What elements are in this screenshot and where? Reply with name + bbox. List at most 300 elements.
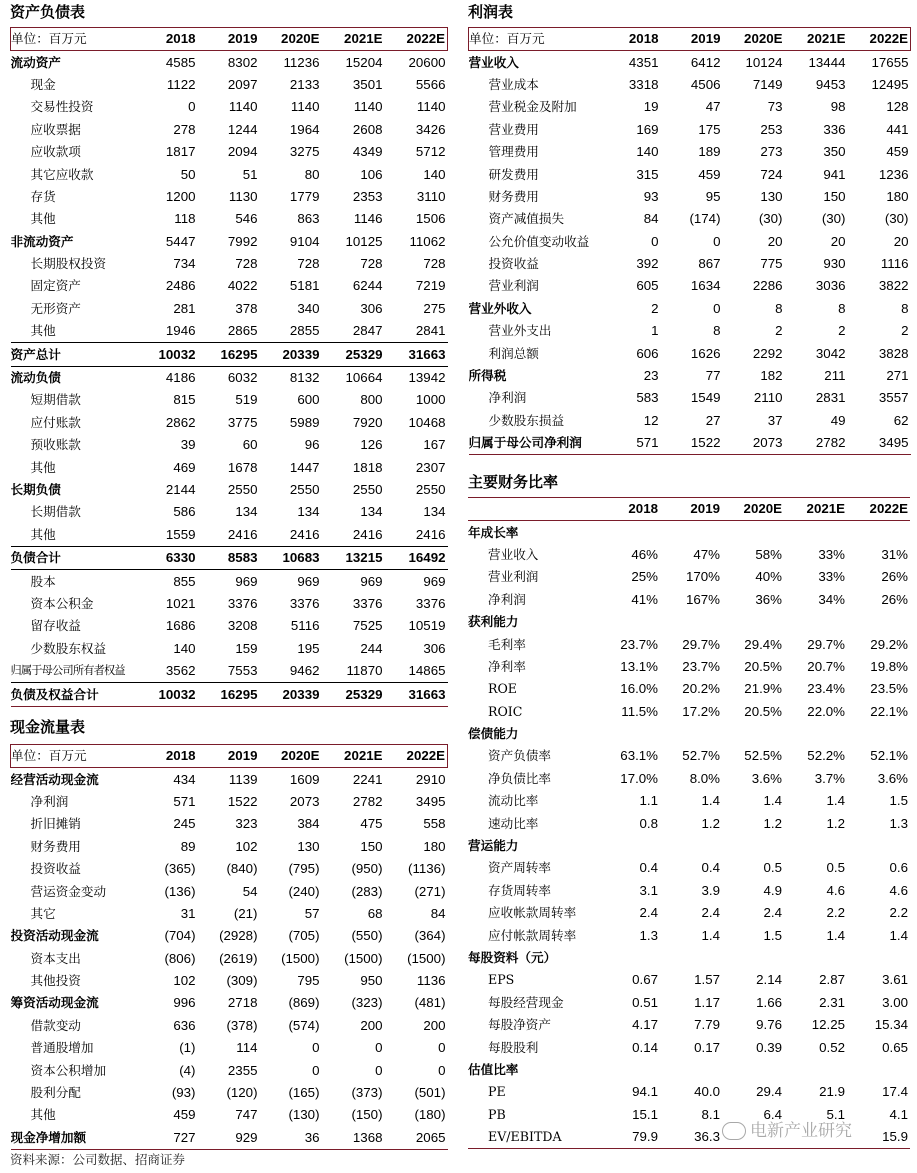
cell-value: 20: [830, 233, 846, 249]
cell-value: 10519: [408, 618, 446, 634]
cell-value: 180: [886, 188, 909, 204]
cell-value: 571: [599, 432, 661, 455]
cell-value: [660, 1059, 722, 1081]
table-row: [11, 1037, 448, 1059]
cell-value: 1.4: [826, 793, 845, 809]
cell-value: 3828: [878, 345, 909, 361]
cell-value: 3775: [227, 414, 258, 430]
cell-value: 84: [430, 905, 446, 921]
cell-value: 1559: [165, 526, 196, 542]
cell-value: 29.4%: [744, 636, 782, 652]
cell-value: 0.39: [756, 1039, 782, 1055]
cell-value: (950): [351, 861, 383, 877]
year-header: 2019: [198, 28, 260, 51]
table-row: [11, 434, 448, 456]
row-label: 速动比率: [488, 815, 539, 831]
cell-value: 1.5: [763, 927, 782, 943]
cell-value: 102: [235, 838, 258, 854]
year-header: 2021E: [785, 28, 848, 51]
cell-value: 11.5%: [621, 703, 658, 719]
year-header: 2018: [136, 745, 198, 768]
row-label: 长期股权投资: [30, 256, 107, 272]
cell-value: 1946: [165, 323, 196, 339]
cell-value: 2782: [352, 793, 383, 809]
table-row: [11, 163, 448, 185]
cell-value: 52.1%: [870, 748, 908, 764]
cell-value: 3822: [878, 278, 909, 294]
cell-value: 25%: [631, 569, 658, 585]
year-header: 2018: [136, 28, 198, 51]
table-row: [11, 231, 448, 253]
cell-value: (283): [351, 883, 383, 899]
row-label: 净利润: [30, 793, 69, 809]
cell-value: 2831: [815, 390, 846, 406]
table-row: [468, 678, 910, 700]
row-label: 偿债能力: [468, 726, 519, 742]
cell-value: [722, 611, 784, 633]
year-header: 2018: [598, 498, 660, 521]
cell-value: 2782: [785, 432, 848, 455]
unit-label: 单位：百万元: [11, 28, 136, 51]
row-label: 营业收入: [468, 54, 519, 70]
table-row: [11, 791, 448, 813]
table-row: [469, 298, 911, 320]
cell-value: 558: [423, 816, 446, 832]
year-header: 2021E: [322, 28, 385, 51]
cell-value: 2.2: [826, 905, 845, 921]
table-row: [11, 479, 448, 501]
row-label: 年成长率: [468, 524, 519, 540]
cell-value: [598, 835, 660, 857]
cell-value: (795): [288, 861, 320, 877]
cell-value: 459: [886, 144, 909, 160]
cell-value: 77: [705, 368, 721, 384]
cell-value: 8302: [227, 54, 258, 70]
cell-value: 39: [180, 437, 196, 453]
table-row: [469, 432, 911, 455]
row-label: 研发费用: [488, 166, 539, 182]
cell-value: (704): [164, 928, 196, 944]
cell-value: (2619): [219, 950, 258, 966]
cell-value: 140: [173, 640, 196, 656]
cell-value: 8583: [198, 546, 260, 569]
cell-value: 1.4: [701, 927, 720, 943]
cell-value: 930: [823, 256, 846, 272]
cell-value: 1549: [690, 390, 721, 406]
year-header: 2022E: [848, 28, 911, 51]
cell-value: 29.7%: [807, 636, 845, 652]
cell-value: 4.1: [889, 1106, 908, 1122]
cell-value: (365): [164, 861, 196, 877]
cell-value: 15.1: [632, 1106, 658, 1122]
cell-value: 1686: [165, 618, 196, 634]
cell-value: 40%: [755, 569, 782, 585]
year-header: 2019: [198, 745, 260, 768]
row-label: 长期借款: [30, 504, 81, 520]
cell-value: 728: [297, 256, 320, 272]
cell-value: 571: [173, 793, 196, 809]
cell-value: 3495: [415, 793, 446, 809]
cell-value: 140: [636, 144, 659, 160]
table-row: [11, 51, 448, 74]
cell-value: 13215: [322, 546, 385, 569]
cell-value: 969: [423, 573, 446, 589]
table-row: [468, 857, 910, 879]
cell-value: (309): [226, 973, 258, 989]
row-label: 营业利润: [488, 278, 539, 294]
cell-value: 200: [423, 1017, 446, 1033]
cell-value: 2550: [415, 482, 446, 497]
cell-value: 2550: [227, 482, 258, 497]
cell-value: 1236: [878, 166, 909, 182]
cell-value: 5712: [415, 144, 446, 160]
cell-value: 728: [360, 256, 383, 272]
table-row: [11, 501, 448, 523]
cell-value: 50: [180, 166, 196, 182]
cell-value: [660, 835, 722, 857]
cell-value: 4186: [165, 370, 196, 386]
cell-value: 106: [360, 166, 383, 182]
cell-value: 29.4: [756, 1084, 782, 1100]
cell-value: 60: [242, 437, 258, 453]
table-row: [468, 812, 910, 834]
cell-value: (1136): [408, 861, 446, 877]
cell-value: 33%: [818, 546, 845, 562]
cell-value: 102: [173, 973, 196, 989]
row-label: 留存收益: [30, 618, 81, 634]
cell-value: 12: [643, 412, 659, 428]
cell-value: 1.1: [639, 793, 658, 809]
table-row: [11, 366, 448, 389]
table-row: [469, 253, 911, 275]
row-label: 资产总计: [11, 343, 136, 366]
row-label: 投资收益: [488, 256, 539, 272]
cell-value: (180): [414, 1107, 446, 1123]
row-label: 应付账款: [30, 414, 81, 430]
row-label: 固定资产: [30, 278, 81, 294]
cell-value: 16295: [198, 343, 260, 366]
cell-value: (1500): [281, 950, 320, 966]
cell-value: 546: [235, 211, 258, 227]
row-label: 净利润: [488, 390, 527, 406]
cell-value: 0.5: [826, 860, 845, 876]
cell-value: 25329: [322, 343, 385, 366]
cell-value: 2.2: [889, 905, 908, 921]
row-label: 其它应收款: [30, 166, 94, 182]
cell-value: 3376: [289, 595, 320, 611]
cell-value: 2862: [165, 414, 196, 430]
cell-value: 3426: [415, 121, 446, 137]
cell-value: 62: [893, 412, 909, 428]
cell-value: 26%: [881, 591, 908, 607]
table-row: [468, 768, 910, 790]
cell-value: 950: [360, 973, 383, 989]
table-row: [11, 615, 448, 637]
row-label: 无形资产: [30, 300, 81, 316]
cell-value: 14865: [408, 663, 446, 679]
cell-value: 306: [360, 300, 383, 316]
row-label: 筹资活动现金流: [10, 995, 99, 1011]
cell-value: 867: [698, 256, 721, 272]
cell-value: 1368: [322, 1127, 385, 1150]
row-label: ROE: [488, 681, 518, 697]
table-row: [11, 813, 448, 835]
cell-value: 15.9: [847, 1126, 910, 1149]
cell-value: 10683: [260, 546, 322, 569]
cell-value: 2608: [352, 121, 383, 137]
table-row: [468, 611, 910, 633]
cell-value: 0: [375, 1040, 383, 1056]
cell-value: 855: [173, 573, 196, 589]
cell-value: 2110: [753, 390, 783, 406]
cell-value: 11236: [283, 54, 320, 70]
cell-value: (4): [179, 1062, 196, 1078]
cell-value: (30): [758, 211, 783, 227]
year-header: 2022E: [385, 745, 448, 768]
row-label: 非流动资产: [10, 233, 74, 249]
cell-value: 41%: [631, 591, 658, 607]
cell-value: 4.6: [826, 882, 845, 898]
cell-value: 3.1: [639, 882, 658, 898]
row-label: 所得税: [468, 368, 507, 384]
cell-value: 23: [643, 368, 659, 384]
cell-value: 22.0%: [807, 703, 845, 719]
cell-value: 1000: [415, 392, 446, 408]
cell-value: 12495: [871, 76, 909, 92]
table-row: [469, 365, 911, 387]
cell-value: 29.7%: [682, 636, 720, 652]
cell-value: 93: [643, 188, 659, 204]
cell-value: 2550: [352, 482, 383, 497]
cell-value: 2: [775, 323, 783, 339]
year-header: 2019: [661, 28, 723, 51]
row-label: 净利润: [488, 591, 526, 607]
cell-value: 2133: [289, 76, 320, 92]
row-label: 管理费用: [488, 144, 539, 160]
cell-value: 996: [173, 995, 196, 1011]
table-row: [11, 925, 448, 947]
table-row: [469, 275, 911, 297]
cell-value: (364): [414, 928, 446, 944]
table-row: [11, 1082, 448, 1104]
cell-value: (2928): [219, 928, 258, 944]
cell-value: 73: [767, 99, 783, 115]
cell-value: [847, 611, 910, 633]
cell-value: 7920: [352, 414, 383, 430]
cell-value: (271): [414, 883, 446, 899]
cell-value: 969: [297, 573, 320, 589]
balance-sheet-title: 资产负债表: [10, 3, 86, 21]
cell-value: 84: [643, 211, 659, 227]
cell-value: 378: [235, 300, 258, 316]
cell-value: 3208: [227, 618, 258, 634]
cell-value: (130): [288, 1107, 320, 1123]
row-label: 应付帐款周转率: [488, 927, 577, 943]
cell-value: 600: [297, 392, 320, 408]
cell-value: 27: [705, 412, 721, 428]
cell-value: 278: [173, 121, 196, 137]
cell-value: 3036: [815, 278, 846, 294]
unit-label: 单位：百万元: [469, 28, 599, 51]
cell-value: [847, 723, 910, 745]
row-label: 营业收入: [488, 546, 539, 562]
cell-value: 3495: [848, 432, 911, 455]
row-label: 营业利润: [488, 569, 539, 585]
table-row: [468, 969, 910, 991]
cell-value: (501): [414, 1085, 446, 1101]
cell-value: 0: [375, 1062, 383, 1078]
cell-value: (840): [226, 861, 258, 877]
cell-value: [722, 723, 784, 745]
cell-value: 3376: [415, 595, 446, 611]
cell-value: 7992: [227, 233, 258, 249]
row-label: 营业费用: [488, 121, 539, 137]
table-row: [11, 389, 448, 411]
cell-value: 134: [235, 504, 258, 520]
cell-value: 281: [173, 300, 196, 316]
cell-value: 20339: [260, 343, 322, 366]
cell-value: 1634: [690, 278, 721, 294]
row-label: 存货: [30, 188, 56, 204]
cell-value: 128: [886, 99, 909, 115]
cell-value: [598, 611, 660, 633]
cell-value: (705): [288, 928, 320, 944]
cell-value: 96: [304, 437, 320, 453]
cell-value: 15.34: [874, 1017, 908, 1033]
cell-value: 159: [235, 640, 258, 656]
table-row: [11, 880, 448, 902]
row-label: 每股经营现金: [488, 994, 564, 1010]
cell-value: 40.0: [694, 1084, 720, 1100]
cell-value: 49: [830, 412, 846, 428]
row-label: 应收票据: [30, 121, 81, 137]
cell-value: 29.2%: [870, 636, 908, 652]
cell-value: (574): [288, 1017, 320, 1033]
cell-value: 2353: [352, 188, 383, 204]
row-label: 少数股东权益: [30, 640, 107, 656]
cell-value: 2865: [227, 323, 258, 339]
cell-value: [598, 521, 660, 544]
cell-value: 969: [235, 573, 258, 589]
row-label: 估值比率: [468, 1061, 519, 1077]
cell-value: 2286: [752, 278, 783, 294]
cell-value: 1447: [289, 459, 320, 475]
cell-value: 19: [643, 99, 659, 115]
cell-value: 10032: [136, 343, 198, 366]
cell-value: 3376: [227, 595, 258, 611]
cell-value: 275: [423, 300, 446, 316]
table-row: [468, 745, 910, 767]
cell-value: 1130: [228, 188, 258, 204]
cell-value: 20: [767, 233, 783, 249]
cell-value: 94.1: [632, 1084, 658, 1100]
header-row: [11, 28, 448, 51]
cell-value: 31%: [881, 546, 908, 562]
cell-value: 8: [901, 300, 909, 316]
row-label: 资产负债率: [488, 748, 551, 764]
cell-value: 17.4: [882, 1084, 908, 1100]
table-row: [11, 96, 448, 118]
cell-value: 3275: [289, 144, 320, 160]
cell-value: 2073: [289, 793, 320, 809]
row-label: 资本支出: [30, 950, 81, 966]
cell-value: 23.5%: [870, 681, 908, 697]
row-label: 投资活动现金流: [10, 928, 99, 944]
year-header: 2021E: [322, 745, 385, 768]
cell-value: 747: [235, 1107, 258, 1123]
ratios-table: [468, 497, 910, 1149]
cell-value: 2: [651, 300, 659, 316]
cell-value: 2: [838, 323, 846, 339]
table-row: [11, 186, 448, 208]
cell-value: 2292: [752, 345, 783, 361]
cell-value: 1021: [165, 595, 196, 611]
table-row: [469, 387, 911, 409]
row-label: 每股净资产: [488, 1017, 551, 1033]
cell-value: 2144: [165, 482, 196, 497]
cell-value: 2416: [352, 526, 383, 542]
table-row: [11, 970, 448, 992]
cell-value: 0: [188, 99, 196, 115]
cell-value: 7.79: [694, 1017, 720, 1033]
cell-value: 23.4%: [807, 681, 845, 697]
table-row: [11, 119, 448, 141]
cell-value: 727: [136, 1127, 198, 1150]
cell-value: 126: [360, 437, 383, 453]
row-label: 其他: [30, 526, 56, 542]
balance-sheet-table: [10, 27, 448, 707]
cell-value: (1): [179, 1040, 196, 1056]
cell-value: [784, 947, 847, 969]
row-label: EV/EBITDA: [468, 1126, 598, 1149]
cell-value: 2718: [227, 995, 258, 1011]
cell-value: 23.7%: [620, 636, 658, 652]
cell-value: 16.0%: [620, 681, 658, 697]
cell-value: 1140: [228, 99, 258, 115]
row-label: EPS: [488, 972, 515, 988]
cell-value: 306: [423, 640, 446, 656]
cell-value: 863: [297, 211, 320, 227]
row-label: 营业外支出: [488, 323, 552, 339]
cell-value: 5447: [165, 233, 196, 249]
cell-value: 167%: [685, 591, 720, 607]
cell-value: (93): [171, 1085, 196, 1101]
cell-value: 8: [775, 300, 783, 316]
cell-value: [784, 723, 847, 745]
cell-value: 180: [423, 838, 446, 854]
cell-value: 0.14: [632, 1039, 658, 1055]
cell-value: 0: [713, 300, 721, 316]
table-row: [468, 1059, 910, 1081]
cell-value: 10032: [136, 683, 198, 706]
table-row: [11, 141, 448, 163]
cell-value: 8.0%: [689, 770, 720, 786]
cell-value: 724: [760, 166, 783, 182]
cell-value: 1522: [661, 432, 723, 455]
cell-value: 4585: [165, 54, 196, 70]
cell-value: 2307: [415, 459, 446, 475]
row-label: 营业成本: [488, 76, 539, 92]
cell-value: 1817: [165, 144, 196, 160]
year-header: 2018: [599, 28, 661, 51]
cell-value: 36.3: [660, 1126, 722, 1149]
cell-value: 1.2: [701, 815, 720, 831]
cell-value: 8132: [289, 370, 320, 386]
cell-value: 392: [636, 256, 659, 272]
cell-value: 11062: [409, 233, 446, 249]
cell-value: 2910: [415, 771, 446, 787]
cell-value: 182: [760, 368, 783, 384]
